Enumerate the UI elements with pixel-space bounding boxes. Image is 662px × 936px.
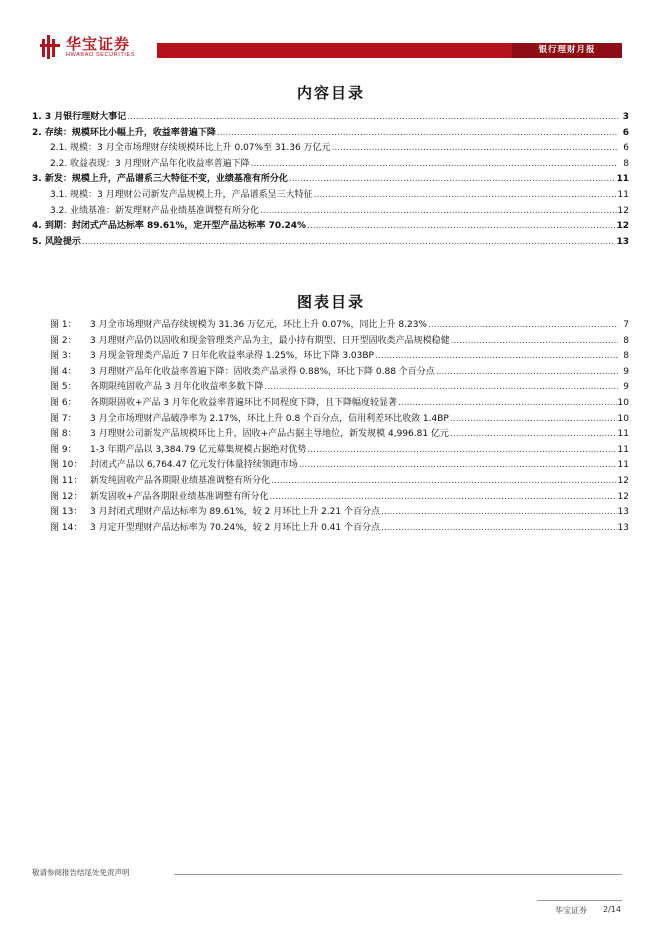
toc-item[interactable] [32,126,629,142]
figure-item-number: 图 1： [50,320,77,330]
figure-leader-dots [436,365,618,381]
toc-leader-dots [314,188,617,204]
figure-item[interactable] [50,365,629,381]
figure-item-label: 3 月理财公司新发产品规模环比上升，固收+产品占据主导地位，新发规模 4,996.81 亿元 [90,429,449,440]
figure-item-number: 图 3： [50,351,77,362]
figure-item-page: 13 [617,507,629,518]
toc-title: 内容目录 [296,84,365,102]
figure-item-number: 图 4： [50,366,77,377]
toc-item-page: 8 [623,158,629,169]
toc-item[interactable] [32,204,629,220]
toc-item[interactable] [32,188,629,204]
toc-item-label: 5. 风险提示 [32,236,81,247]
footer-company: 华宝证券 [555,906,587,915]
figure-item-number: 图 9： [50,444,77,455]
figure-leader-dots [450,412,617,428]
figure-item-number: 图 11： [50,475,83,486]
toc-leader-dots [217,126,618,142]
figure-item-page: 12 [617,475,629,486]
figure-item[interactable] [50,443,629,459]
figure-item[interactable] [50,396,629,412]
figure-leader-dots [264,380,618,396]
figure-leader-dots [307,443,616,459]
figure-item-page: 12 [617,491,629,502]
toc-item-label: 1. 3 月银行理财大事记 [32,112,127,122]
figure-item-number: 图 12： [50,491,83,502]
report-type-label: 银行理财月报 [512,43,622,58]
figure-item-page: 10 [617,397,629,408]
page-indicator: 2/14 [603,905,621,914]
toc-item-page: 3 [622,112,629,122]
figures-list [50,318,629,536]
company-logo [40,34,135,60]
figure-item[interactable] [50,521,629,537]
header-bar [157,43,622,58]
toc-leader-dots [260,204,617,220]
figure-item-page: 11 [617,444,629,455]
toc-item[interactable] [32,141,629,157]
figure-item-label: 3 月理财产品年化收益率普遍下降：固收类产品录得 0.88%，环比下降 0.88 个百分点 [90,366,435,377]
figure-leader-dots [398,396,617,412]
toc-item[interactable] [32,219,629,235]
logo-chinese-name: 华宝证券 [66,34,131,53]
toc-item-label: 3. 新发：规模上升，产品谱系三大特征不变，业绩基准有所分化 [32,174,288,185]
toc-leader-dots [332,141,618,157]
toc-item-page: 6 [623,143,629,154]
figure-item-label: 3 月理财产品仍以固收和现金管理类产品为主，最小持有期型、日开型固收类产品规模稳健 [90,335,450,346]
toc-item[interactable] [32,172,629,188]
figure-item-number: 图 7： [50,413,77,424]
figure-item-number: 图 8： [50,429,77,440]
figure-item-label: 3 月现金管理类产品近 7 日年化收益率录得 1.25%，环比下降 3.03BP [90,351,374,362]
figure-item[interactable] [50,349,629,365]
figure-item-label: 新发纯固收产品各期限业绩基准调整有所分化 [90,475,271,486]
toc-leader-dots [289,172,616,188]
figure-leader-dots [451,334,618,350]
figure-item[interactable] [50,427,629,443]
toc-item-page: 11 [617,189,629,200]
toc-item-label: 2.1. 规模：3 月全市场理财存续规模环比上升 0.07%至 31.36 万亿元 [50,143,331,154]
figure-leader-dots [375,349,618,365]
toc-item-label: 3.1. 规模：3 月理财公司新发产品规模上升，产品谱系呈三大特征 [50,189,313,200]
toc-item[interactable] [32,235,629,251]
figure-item-page: 7 [623,320,629,330]
figure-item-label: 3 月全市场理财产品存续规模为 31.36 万亿元，环比上升 0.07%，同比上升 8.23% [90,320,427,330]
toc-item-label: 3.2. 业绩基准：新发理财产品业绩基准调整有所分化 [50,205,260,216]
figures-title: 图表目录 [296,293,365,311]
toc-item-page: 6 [622,127,629,138]
figure-item-page: 8 [623,351,629,362]
figure-leader-dots [381,505,617,521]
figure-item-label: 3 月定开型理财产品达标率为 70.24%，较 2 月环比上升 0.41 个百分点 [90,522,380,533]
figure-item-page: 11 [617,460,629,471]
figure-item-number: 图 5： [50,382,77,393]
footer-divider [174,874,622,875]
figure-item-page: 9 [623,382,629,393]
footer-bottom [555,905,621,916]
footer-disclaimer: 敬请参阅报告结尾处免责声明 [32,868,130,877]
figure-item-page: 13 [617,522,629,533]
logo-english-name: HWABAO SECURITIES [66,51,135,58]
toc-item-page: 12 [616,221,629,232]
toc-item-page: 11 [616,174,629,185]
figure-item-page: 11 [617,429,629,440]
toc-list [32,110,629,250]
toc-leader-dots [82,235,616,251]
figure-item-label: 3 月全市场理财产品破净率为 2.17%，环比上升 0.8 个百分点，信用利差环比收敛 1.4BP [90,413,449,424]
toc-item-page: 13 [616,236,629,247]
figure-leader-dots [428,318,618,334]
figure-item-label: 1-3 年期产品以 3,384.79 亿元募集规模占据绝对优势 [90,444,307,455]
toc-leader-dots [127,110,618,126]
figure-item-label: 新发固收+产品各期限业绩基准调整有所分化 [90,491,269,502]
figure-item-number: 图 14： [50,522,83,533]
figure-item-number: 图 13： [50,507,83,518]
toc-item-page: 12 [617,205,629,216]
figure-item[interactable] [50,490,629,506]
figure-item[interactable] [50,474,629,490]
figure-item-number: 图 10： [50,460,83,471]
figure-leader-dots [381,521,617,537]
figure-item-label: 封闭式产品以 6,764.47 亿元发行体量持续领跑市场 [90,460,298,471]
figure-item-page: 9 [623,366,629,377]
figure-item[interactable] [50,458,629,474]
footer-corner-divider [537,900,622,901]
figure-item[interactable] [50,412,629,428]
toc-item-label: 4. 到期：封闭式产品达标率 89.61%，定开型产品达标率 70.24% [32,221,307,232]
figure-item-number: 图 6： [50,397,77,408]
logo-mark-icon [40,35,62,59]
figure-item-label: 各期限纯固收产品 3 月年化收益率多数下降 [90,382,264,393]
figure-item-page: 8 [623,335,629,346]
figure-item-label: 3 月封闭式理财产品达标率为 89.61%，较 2 月环比上升 2.21 个百分点 [90,507,380,518]
toc-item[interactable] [32,110,629,126]
toc-item-label: 2.2. 收益表现：3 月理财产品年化收益率普遍下降 [50,158,250,169]
figure-item[interactable] [50,380,629,396]
figure-item-number: 图 2： [50,335,77,346]
toc-leader-dots [251,157,618,173]
toc-item-label: 2. 存续：规模环比小幅上升，收益率普遍下降 [32,127,216,138]
figure-item-page: 10 [617,413,629,424]
figure-leader-dots [270,490,617,506]
figure-item[interactable] [50,318,629,334]
figure-leader-dots [450,427,617,443]
toc-item[interactable] [32,157,629,173]
figure-item[interactable] [50,334,629,350]
figure-item[interactable] [50,505,629,521]
figure-item-label: 各期限固收+产品 3 月年化收益率普遍环比不同程度下降，且下降幅度较显著 [90,397,397,408]
toc-leader-dots [307,219,615,235]
figure-leader-dots [271,474,617,490]
figure-leader-dots [299,458,617,474]
